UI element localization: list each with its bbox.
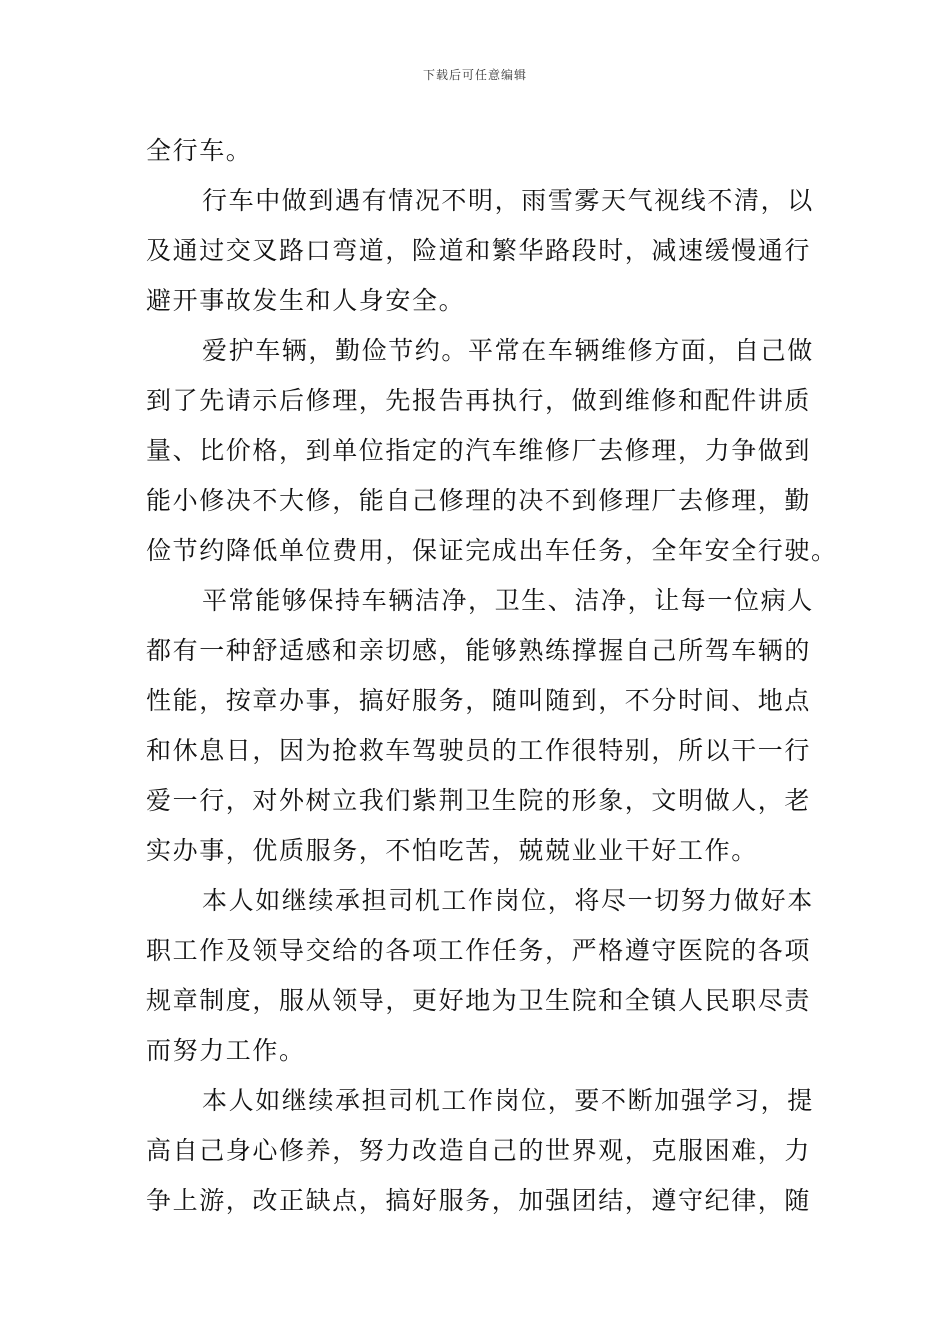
text-line: 高自己身心修养，努力改造自己的世界观，克服困难，力 bbox=[146, 1136, 812, 1165]
text-line: 职工作及领导交给的各项工作任务，严格遵守医院的各项 bbox=[146, 936, 812, 965]
text-line: 性能，按章办事，搞好服务，随叫随到，不分时间、地点 bbox=[146, 686, 812, 715]
document-body bbox=[146, 126, 838, 1226]
text-line: 爱一行，对外树立我们紫荆卫生院的形象，文明做人，老 bbox=[146, 786, 812, 815]
text-line: 及通过交叉路口弯道，险道和繁华路段时，减速缓慢通行 bbox=[146, 236, 812, 265]
text-line: 都有一种舒适感和亲切感，能够熟练撑握自己所驾车辆的 bbox=[146, 636, 812, 665]
text-line: 行车中做到遇有情况不明，雨雪雾天气视线不清，以 bbox=[202, 186, 814, 215]
text-line: 和休息日，因为抢救车驾驶员的工作很特别，所以干一行 bbox=[146, 736, 812, 765]
page-header: 下载后可任意编辑 bbox=[422, 68, 527, 82]
text-line: 量、比价格，到单位指定的汽车维修厂去修理，力争做到 bbox=[146, 436, 812, 465]
text-line: 实办事，优质服务，不怕吃苦，兢兢业业干好工作。 bbox=[146, 836, 758, 865]
text-line: 本人如继续承担司机工作岗位，将尽一切努力做好本 bbox=[202, 886, 814, 915]
text-line: 规章制度，服从领导，更好地为卫生院和全镇人民职尽责 bbox=[146, 986, 812, 1015]
text-line: 俭节约降低单位费用，保证完成出车任务，全年安全行驶。 bbox=[146, 536, 838, 565]
text-line: 争上游，改正缺点，搞好服务，加强团结，遵守纪律，随 bbox=[146, 1186, 812, 1215]
text-line: 本人如继续承担司机工作岗位，要不断加强学习，提 bbox=[202, 1086, 814, 1115]
text-line: 能小修决不大修，能自己修理的决不到修理厂去修理，勤 bbox=[146, 486, 812, 515]
text-line: 爱护车辆，勤俭节约。平常在车辆维修方面，自己做 bbox=[202, 336, 814, 365]
text-line: 全行车。 bbox=[146, 136, 253, 165]
text-line: 避开事故发生和人身安全。 bbox=[146, 286, 466, 315]
text-line: 到了先请示后修理，先报告再执行，做到维修和配件讲质 bbox=[146, 386, 812, 415]
text-line: 而努力工作。 bbox=[146, 1036, 306, 1065]
text-line: 平常能够保持车辆洁净，卫生、洁净，让每一位病人 bbox=[202, 586, 814, 615]
